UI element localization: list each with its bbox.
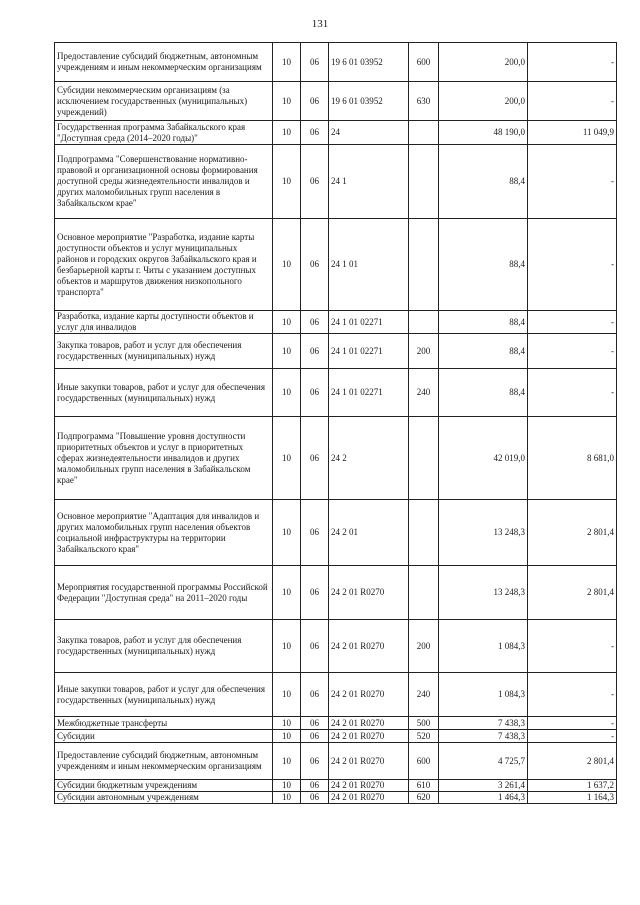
cell-sum1: 88,4 bbox=[439, 145, 528, 219]
cell-sum1: 200,0 bbox=[439, 43, 528, 82]
cell-pr: 06 bbox=[301, 311, 329, 334]
cell-csr: 24 2 01 R0270 bbox=[329, 792, 409, 804]
cell-sum1: 88,4 bbox=[439, 334, 528, 369]
cell-csr: 24 2 01 R0270 bbox=[329, 780, 409, 792]
cell-rz: 10 bbox=[273, 82, 301, 121]
cell-vr: 610 bbox=[409, 780, 439, 792]
cell-vr bbox=[409, 566, 439, 620]
cell-sum1: 88,4 bbox=[439, 369, 528, 417]
cell-name: Мероприятия государственной программы Российской Федерации "Доступная среда" на 2011–2020 годы bbox=[55, 566, 273, 620]
cell-rz: 10 bbox=[273, 566, 301, 620]
cell-csr: 24 1 01 bbox=[329, 219, 409, 311]
cell-name: Предоставление субсидий бюджетным, автономным учреждениям и иным некоммерческим организациям bbox=[55, 43, 273, 82]
cell-name: Подпрограмма "Повышение уровня доступности приоритетных объектов и услуг в приоритетных сферах жизнедеятельности инвалидов и других маломобильных групп населения в Забайкальском крае" bbox=[55, 417, 273, 500]
cell-name: Государственная программа Забайкальского края "Доступная среда (2014–2020 годы)" bbox=[55, 121, 273, 145]
cell-name: Предоставление субсидий бюджетным, автономным учреждениям и иным некоммерческим организациям bbox=[55, 743, 273, 780]
cell-vr bbox=[409, 121, 439, 145]
cell-csr: 24 2 01 R0270 bbox=[329, 730, 409, 743]
cell-vr: 600 bbox=[409, 43, 439, 82]
table-row bbox=[55, 82, 617, 121]
budget-table-body bbox=[55, 43, 617, 804]
cell-rz: 10 bbox=[273, 792, 301, 804]
cell-sum2: - bbox=[528, 673, 617, 717]
cell-pr: 06 bbox=[301, 145, 329, 219]
cell-rz: 10 bbox=[273, 780, 301, 792]
cell-rz: 10 bbox=[273, 717, 301, 730]
cell-pr: 06 bbox=[301, 620, 329, 673]
cell-name: Подпрограмма "Совершенствование нормативно-правовой и организационной основы формирования доступной среды жизнедеятельности инвалидов и других маломобильных групп населения в Забайкальском крае" bbox=[55, 145, 273, 219]
cell-sum1: 1 084,3 bbox=[439, 620, 528, 673]
cell-pr: 06 bbox=[301, 780, 329, 792]
cell-sum2: - bbox=[528, 311, 617, 334]
cell-sum2: 2 801,4 bbox=[528, 500, 617, 566]
cell-name: Основное мероприятие "Адаптация для инвалидов и других маломобильных групп населения объектов социальной инфраструктуры на территории Забайкальского края" bbox=[55, 500, 273, 566]
cell-vr bbox=[409, 311, 439, 334]
cell-sum2: - bbox=[528, 730, 617, 743]
cell-pr: 06 bbox=[301, 743, 329, 780]
cell-rz: 10 bbox=[273, 334, 301, 369]
cell-pr: 06 bbox=[301, 369, 329, 417]
cell-pr: 06 bbox=[301, 121, 329, 145]
cell-vr: 520 bbox=[409, 730, 439, 743]
cell-name: Разработка, издание карты доступности объектов и услуг для инвалидов bbox=[55, 311, 273, 334]
cell-csr: 24 2 01 R0270 bbox=[329, 743, 409, 780]
cell-csr: 24 1 01 02271 bbox=[329, 334, 409, 369]
table-row bbox=[55, 43, 617, 82]
cell-sum2: 1 164,3 bbox=[528, 792, 617, 804]
cell-pr: 06 bbox=[301, 82, 329, 121]
table-row bbox=[55, 417, 617, 500]
cell-sum2: 1 637,2 bbox=[528, 780, 617, 792]
table-row bbox=[55, 780, 617, 792]
cell-pr: 06 bbox=[301, 792, 329, 804]
cell-sum2: - bbox=[528, 145, 617, 219]
cell-sum1: 48 190,0 bbox=[439, 121, 528, 145]
cell-sum2: - bbox=[528, 369, 617, 417]
cell-sum2: 2 801,4 bbox=[528, 743, 617, 780]
cell-csr: 19 6 01 03952 bbox=[329, 82, 409, 121]
cell-vr bbox=[409, 219, 439, 311]
cell-csr: 19 6 01 03952 bbox=[329, 43, 409, 82]
cell-vr: 240 bbox=[409, 673, 439, 717]
cell-sum1: 13 248,3 bbox=[439, 500, 528, 566]
cell-sum1: 88,4 bbox=[439, 219, 528, 311]
cell-name: Субсидии автономным учреждениям bbox=[55, 792, 273, 804]
cell-rz: 10 bbox=[273, 500, 301, 566]
cell-pr: 06 bbox=[301, 673, 329, 717]
page-number: 131 bbox=[311, 18, 329, 30]
cell-pr: 06 bbox=[301, 500, 329, 566]
cell-sum1: 13 248,3 bbox=[439, 566, 528, 620]
table-row bbox=[55, 334, 617, 369]
cell-rz: 10 bbox=[273, 369, 301, 417]
table-row bbox=[55, 792, 617, 804]
cell-sum1: 7 438,3 bbox=[439, 717, 528, 730]
cell-name: Субсидии bbox=[55, 730, 273, 743]
cell-rz: 10 bbox=[273, 730, 301, 743]
table-row bbox=[55, 620, 617, 673]
cell-sum2: - bbox=[528, 620, 617, 673]
budget-table bbox=[54, 42, 617, 804]
cell-rz: 10 bbox=[273, 417, 301, 500]
cell-vr bbox=[409, 145, 439, 219]
table-row bbox=[55, 219, 617, 311]
cell-sum2: - bbox=[528, 43, 617, 82]
cell-rz: 10 bbox=[273, 743, 301, 780]
cell-sum2: 2 801,4 bbox=[528, 566, 617, 620]
cell-vr: 240 bbox=[409, 369, 439, 417]
cell-sum1: 88,4 bbox=[439, 311, 528, 334]
cell-csr: 24 1 01 02271 bbox=[329, 369, 409, 417]
table-row bbox=[55, 673, 617, 717]
cell-vr: 200 bbox=[409, 620, 439, 673]
cell-rz: 10 bbox=[273, 311, 301, 334]
cell-sum1: 4 725,7 bbox=[439, 743, 528, 780]
cell-name: Иные закупки товаров, работ и услуг для обеспечения государственных (муниципальных) нужд bbox=[55, 673, 273, 717]
cell-rz: 10 bbox=[273, 121, 301, 145]
table-row bbox=[55, 566, 617, 620]
cell-name: Иные закупки товаров, работ и услуг для обеспечения государственных (муниципальных) нужд bbox=[55, 369, 273, 417]
cell-sum2: - bbox=[528, 717, 617, 730]
cell-rz: 10 bbox=[273, 145, 301, 219]
cell-pr: 06 bbox=[301, 730, 329, 743]
cell-sum2: 8 681,0 bbox=[528, 417, 617, 500]
cell-csr: 24 2 01 R0270 bbox=[329, 717, 409, 730]
cell-vr: 620 bbox=[409, 792, 439, 804]
cell-pr: 06 bbox=[301, 417, 329, 500]
cell-csr: 24 bbox=[329, 121, 409, 145]
cell-name: Субсидии некоммерческим организациям (за исключением государственных (муниципальных) учреждений) bbox=[55, 82, 273, 121]
cell-name: Межбюджетные трансферты bbox=[55, 717, 273, 730]
cell-pr: 06 bbox=[301, 334, 329, 369]
cell-rz: 10 bbox=[273, 673, 301, 717]
cell-csr: 24 2 01 bbox=[329, 500, 409, 566]
cell-sum1: 3 261,4 bbox=[439, 780, 528, 792]
cell-sum1: 1 464,3 bbox=[439, 792, 528, 804]
cell-pr: 06 bbox=[301, 566, 329, 620]
table-row bbox=[55, 121, 617, 145]
cell-pr: 06 bbox=[301, 717, 329, 730]
cell-csr: 24 1 bbox=[329, 145, 409, 219]
table-row bbox=[55, 311, 617, 334]
cell-name: Закупка товаров, работ и услуг для обеспечения государственных (муниципальных) нужд bbox=[55, 334, 273, 369]
cell-rz: 10 bbox=[273, 219, 301, 311]
cell-vr: 200 bbox=[409, 334, 439, 369]
cell-rz: 10 bbox=[273, 43, 301, 82]
cell-name: Субсидии бюджетным учреждениям bbox=[55, 780, 273, 792]
cell-csr: 24 2 01 R0270 bbox=[329, 673, 409, 717]
cell-sum1: 7 438,3 bbox=[439, 730, 528, 743]
cell-sum1: 200,0 bbox=[439, 82, 528, 121]
cell-sum2: 11 049,9 bbox=[528, 121, 617, 145]
cell-pr: 06 bbox=[301, 219, 329, 311]
cell-sum1: 42 019,0 bbox=[439, 417, 528, 500]
table-row bbox=[55, 730, 617, 743]
cell-vr: 630 bbox=[409, 82, 439, 121]
cell-csr: 24 2 01 R0270 bbox=[329, 620, 409, 673]
cell-sum2: - bbox=[528, 219, 617, 311]
cell-sum1: 1 084,3 bbox=[439, 673, 528, 717]
table-row bbox=[55, 145, 617, 219]
cell-rz: 10 bbox=[273, 620, 301, 673]
cell-name: Закупка товаров, работ и услуг для обеспечения государственных (муниципальных) нужд bbox=[55, 620, 273, 673]
cell-vr bbox=[409, 500, 439, 566]
cell-name: Основное мероприятие "Разработка, издание карты доступности объектов и услуг муниципальных районов и городских округов Забайкальского края и безбарьерной карты г. Читы с указанием доступных объектов и маршрутов движения низкопольного транспорта" bbox=[55, 219, 273, 311]
cell-csr: 24 1 01 02271 bbox=[329, 311, 409, 334]
table-row bbox=[55, 717, 617, 730]
table-row bbox=[55, 369, 617, 417]
cell-sum2: - bbox=[528, 334, 617, 369]
cell-pr: 06 bbox=[301, 43, 329, 82]
cell-vr: 600 bbox=[409, 743, 439, 780]
table-row bbox=[55, 500, 617, 566]
cell-vr: 500 bbox=[409, 717, 439, 730]
table-row bbox=[55, 743, 617, 780]
cell-vr bbox=[409, 417, 439, 500]
cell-csr: 24 2 01 R0270 bbox=[329, 566, 409, 620]
cell-sum2: - bbox=[528, 82, 617, 121]
cell-csr: 24 2 bbox=[329, 417, 409, 500]
